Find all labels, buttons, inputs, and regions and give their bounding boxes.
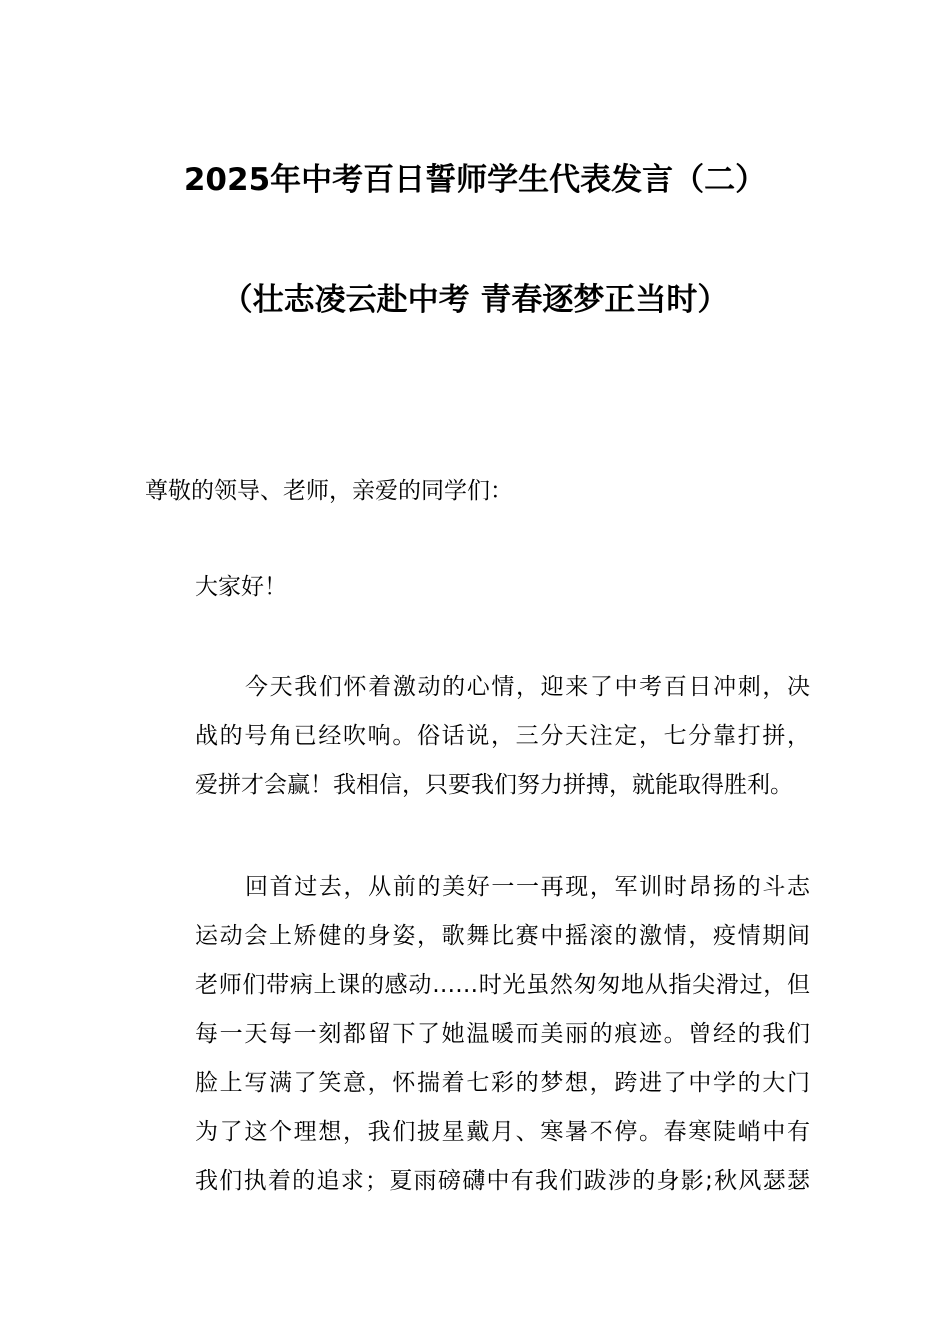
paragraph-line: 回首过去，从前的美好一一再现，军训时昂扬的斗志 xyxy=(245,874,810,900)
paragraph-line: 战的号角已经吹响。俗话说，三分天注定，七分靠打拼， xyxy=(195,723,810,749)
salutation: 尊敬的领导、老师，亲爱的同学们： xyxy=(145,478,513,504)
paragraph-line: 爱拼才会赢！我相信，只要我们努力拼搏，就能取得胜利。 xyxy=(195,772,793,798)
paragraph-line: 脸上写满了笑意，怀揣着七彩的梦想，跨进了中学的大门 xyxy=(195,1070,810,1096)
paragraph-line: 运动会上矫健的身姿，歌舞比赛中摇滚的激情，疫情期间 xyxy=(195,923,810,949)
paragraph-line: 今天我们怀着激动的心情，迎来了中考百日冲刺，决 xyxy=(245,674,810,700)
paragraph-1 xyxy=(145,663,810,810)
paragraph-line: 老师们带病上课的感动……时光虽然匆匆地从指尖滑过，但 xyxy=(195,972,810,998)
document-title: 2025年中考百日誓师学生代表发言（二） xyxy=(183,162,767,198)
document-subtitle: （壮志凌云赴中考 青春逐梦正当时） xyxy=(221,282,729,318)
paragraph-line: 我们执着的追求；夏雨磅礴中有我们跋涉的身影;秋风瑟瑟 xyxy=(195,1168,810,1194)
paragraph-line: 每一天每一刻都留下了她温暖而美丽的痕迹。曾经的我们 xyxy=(195,1021,810,1047)
paragraph-2 xyxy=(145,863,810,1206)
paragraph-line: 为了这个理想，我们披星戴月、寒暑不停。春寒陡峭中有 xyxy=(195,1119,810,1145)
greeting: 大家好！ xyxy=(195,574,287,600)
